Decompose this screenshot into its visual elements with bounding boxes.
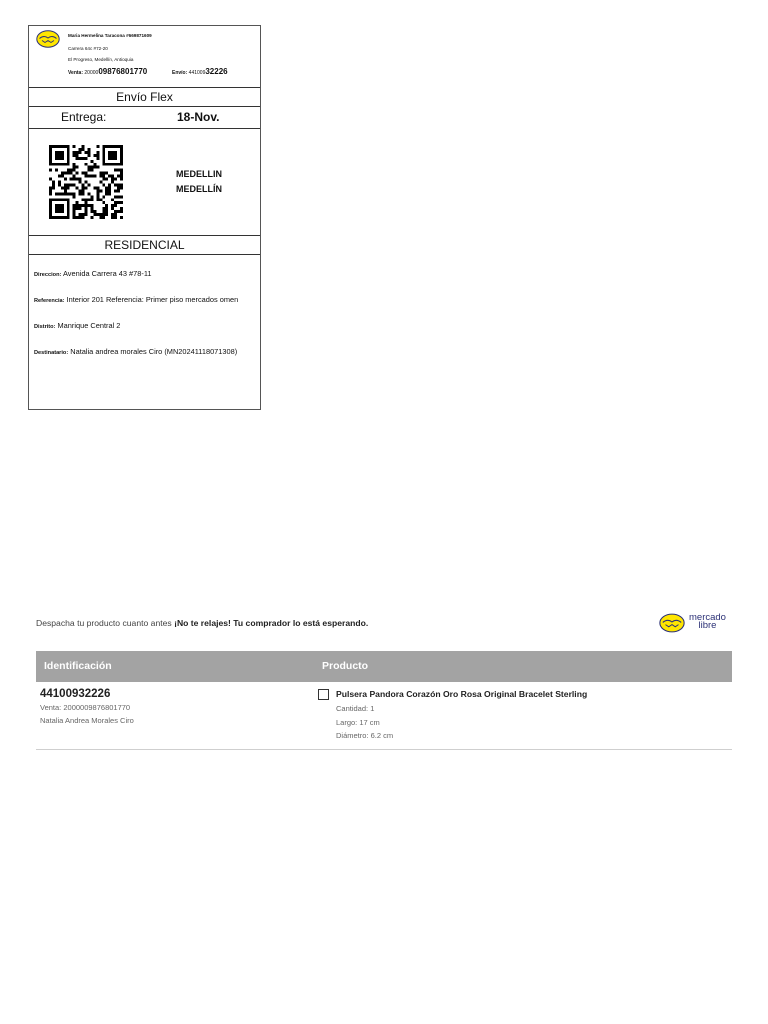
address-line: Direccion: Avenida Carrera 43 #78-11 [34,269,152,278]
product-quantity: Cantidad: 1 [336,704,375,713]
delivery-row [29,107,260,129]
mercadolibre-wordmark: mercado libre [689,612,726,631]
buyer-name: Natalia Andrea Morales Ciro [40,716,134,725]
mercadolibre-brand-icon [659,613,685,633]
column-identificacion: Identificación [44,660,112,672]
dispatch-message: Despacha tu producto cuanto antes ¡No te relajes! Tu comprador lo está esperando. [36,618,369,628]
recipient-details [29,255,260,359]
sender-block [29,26,260,88]
table-header [36,651,732,682]
qr-section [29,129,260,236]
product-diameter: Diámetro: 6.2 cm [336,731,394,740]
product-length: Largo: 17 cm [336,718,380,727]
sender-name: Maria Hermelina Taracona #669871609 [68,33,152,38]
sender-address-1: Carrera 64c #72-20 [68,46,108,51]
shipment-number: Envío: 44100932226 [172,67,228,76]
delivery-date: 18-Nov. [177,110,220,124]
destination-city: MEDELLIN [176,169,222,179]
product-title: Pulsera Pandora Corazón Oro Rosa Original Bracelet Sterling [336,689,588,699]
product-checkbox[interactable] [318,689,329,700]
sale-number: Venta: 2000009876801770 [68,67,148,76]
zone-type: RESIDENCIAL [29,236,260,255]
column-producto: Producto [322,660,369,672]
sender-address-2: El Progreso, Medellín, Antioquia [68,57,134,62]
table-row [36,682,732,750]
district-line: Distrito: Manrique Central 2 [34,321,121,330]
delivery-label: Entrega: [61,110,107,124]
shipping-label [28,25,261,410]
sale-id: Venta: 2000009876801770 [40,703,131,712]
reference-line: Referencia: Interior 201 Referencia: Primer piso mercados omen [34,295,239,304]
qr-code-icon [49,145,123,219]
destination-city-accented: MEDELLÍN [176,184,222,194]
mercadolibre-logo-icon [36,30,60,48]
recipient-line: Destinatario: Natalia andrea morales Ciro (MN20241118071308) [34,347,238,356]
tracking-number: 44100932226 [40,688,111,700]
service-type: Envío Flex [29,88,260,107]
